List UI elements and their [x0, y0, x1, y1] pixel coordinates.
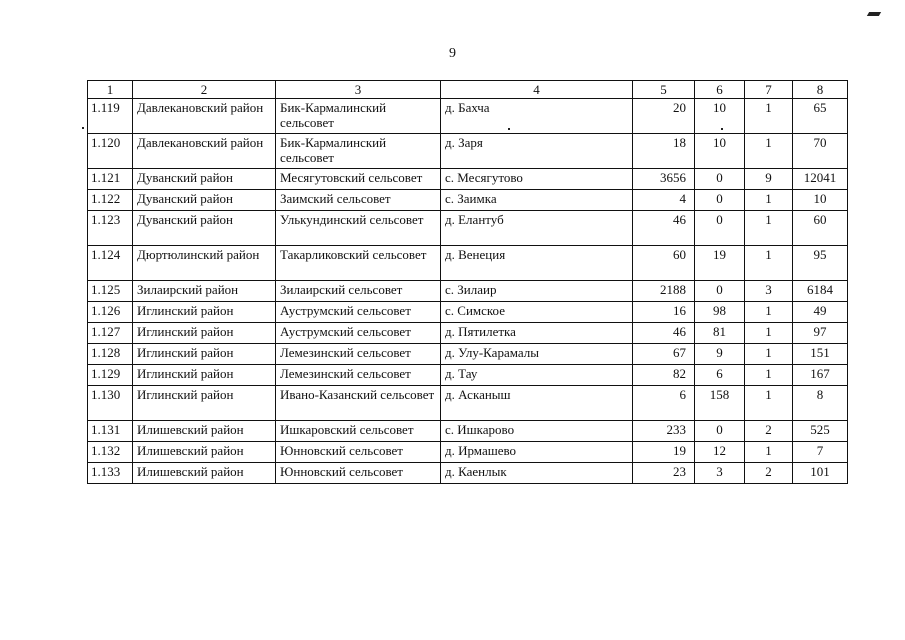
district-cell: Иглинский район	[133, 302, 276, 323]
col5-cell: 6	[633, 386, 695, 421]
col6-cell: 0	[695, 169, 745, 190]
col7-cell: 1	[745, 302, 793, 323]
col6-cell: 12	[695, 442, 745, 463]
header-cell: 8	[793, 81, 848, 99]
col8-cell: 101	[793, 463, 848, 484]
col5-cell: 18	[633, 134, 695, 169]
settlement-cell: д. Тау	[441, 365, 633, 386]
col8-cell: 49	[793, 302, 848, 323]
table-row	[88, 365, 848, 386]
header-cell: 5	[633, 81, 695, 99]
row-number-cell: 1.123	[88, 211, 133, 246]
col8-cell: 12041	[793, 169, 848, 190]
header-cell: 6	[695, 81, 745, 99]
col8-cell: 70	[793, 134, 848, 169]
settlement-cell: д. Бахча	[441, 99, 633, 134]
col7-cell: 1	[745, 344, 793, 365]
col8-cell: 95	[793, 246, 848, 281]
council-cell: Улькундинский сельсовет	[276, 211, 441, 246]
council-cell: Месягутовский сельсовет	[276, 169, 441, 190]
col6-cell: 6	[695, 365, 745, 386]
settlement-cell: д. Ирмашево	[441, 442, 633, 463]
col6-cell: 98	[695, 302, 745, 323]
settlement-cell: с. Зилаир	[441, 281, 633, 302]
page-number: 9	[449, 46, 456, 61]
table-row	[88, 344, 848, 365]
table-header-row	[88, 81, 848, 99]
col7-cell: 2	[745, 421, 793, 442]
col7-cell: 1	[745, 211, 793, 246]
table-row	[88, 386, 848, 421]
header-cell: 1	[88, 81, 133, 99]
col5-cell: 16	[633, 302, 695, 323]
settlements-table	[87, 80, 848, 484]
settlement-cell: с. Заимка	[441, 190, 633, 211]
col6-cell: 9	[695, 344, 745, 365]
district-cell: Давлекановский район	[133, 99, 276, 134]
row-number-cell: 1.119	[88, 99, 133, 134]
settlement-cell: д. Улу-Карамалы	[441, 344, 633, 365]
district-cell: Дуванский район	[133, 190, 276, 211]
col5-cell: 4	[633, 190, 695, 211]
col7-cell: 9	[745, 169, 793, 190]
col7-cell: 2	[745, 463, 793, 484]
council-cell: Зилаирский сельсовет	[276, 281, 441, 302]
district-cell: Дуванский район	[133, 211, 276, 246]
table-row	[88, 323, 848, 344]
col5-cell: 46	[633, 211, 695, 246]
district-cell: Иглинский район	[133, 386, 276, 421]
col7-cell: 1	[745, 190, 793, 211]
row-number-cell: 1.125	[88, 281, 133, 302]
council-cell: Бик-Кармалинский сельсовет	[276, 134, 441, 169]
row-number-cell: 1.133	[88, 463, 133, 484]
col5-cell: 67	[633, 344, 695, 365]
col6-cell: 19	[695, 246, 745, 281]
col8-cell: 525	[793, 421, 848, 442]
table-row	[88, 463, 848, 484]
settlement-cell: с. Симское	[441, 302, 633, 323]
col7-cell: 1	[745, 99, 793, 134]
table-row	[88, 190, 848, 211]
col7-cell: 1	[745, 246, 793, 281]
col7-cell: 1	[745, 365, 793, 386]
table-row	[88, 134, 848, 169]
row-number-cell: 1.128	[88, 344, 133, 365]
header-cell: 3	[276, 81, 441, 99]
col7-cell: 1	[745, 323, 793, 344]
col6-cell: 0	[695, 211, 745, 246]
table-row	[88, 246, 848, 281]
council-cell: Лемезинский сельсовет	[276, 344, 441, 365]
settlement-cell: с. Месягутово	[441, 169, 633, 190]
council-cell: Заимский сельсовет	[276, 190, 441, 211]
settlement-cell: д. Венеция	[441, 246, 633, 281]
col8-cell: 7	[793, 442, 848, 463]
council-cell: Лемезинский сельсовет	[276, 365, 441, 386]
col8-cell: 167	[793, 365, 848, 386]
col5-cell: 2188	[633, 281, 695, 302]
row-number-cell: 1.121	[88, 169, 133, 190]
table-row	[88, 99, 848, 134]
row-number-cell: 1.129	[88, 365, 133, 386]
district-cell: Дуванский район	[133, 169, 276, 190]
scan-corner-mark	[867, 12, 881, 16]
settlement-cell: д. Асканыш	[441, 386, 633, 421]
district-cell: Иглинский район	[133, 365, 276, 386]
header-cell: 2	[133, 81, 276, 99]
scan-speck	[508, 128, 510, 130]
district-cell: Иглинский район	[133, 323, 276, 344]
col6-cell: 0	[695, 421, 745, 442]
row-number-cell: 1.130	[88, 386, 133, 421]
col8-cell: 97	[793, 323, 848, 344]
council-cell: Такарликовский сельсовет	[276, 246, 441, 281]
table-row	[88, 211, 848, 246]
col5-cell: 3656	[633, 169, 695, 190]
settlement-cell: д. Пятилетка	[441, 323, 633, 344]
district-cell: Зилаирский район	[133, 281, 276, 302]
council-cell: Юнновский сельсовет	[276, 463, 441, 484]
district-cell: Иглинский район	[133, 344, 276, 365]
col8-cell: 60	[793, 211, 848, 246]
col6-cell: 0	[695, 190, 745, 211]
col5-cell: 19	[633, 442, 695, 463]
district-cell: Илишевский район	[133, 463, 276, 484]
council-cell: Юнновский сельсовет	[276, 442, 441, 463]
col8-cell: 10	[793, 190, 848, 211]
row-number-cell: 1.124	[88, 246, 133, 281]
council-cell: Ишкаровский сельсовет	[276, 421, 441, 442]
col6-cell: 158	[695, 386, 745, 421]
council-cell: Бик-Кармалинский сельсовет	[276, 99, 441, 134]
table-row	[88, 442, 848, 463]
row-number-cell: 1.131	[88, 421, 133, 442]
header-cell: 7	[745, 81, 793, 99]
district-cell: Илишевский район	[133, 421, 276, 442]
district-cell: Илишевский район	[133, 442, 276, 463]
district-cell: Дюртюлинский район	[133, 246, 276, 281]
col6-cell: 0	[695, 281, 745, 302]
col5-cell: 82	[633, 365, 695, 386]
col7-cell: 3	[745, 281, 793, 302]
col7-cell: 1	[745, 134, 793, 169]
settlement-cell: д. Елантуб	[441, 211, 633, 246]
col8-cell: 6184	[793, 281, 848, 302]
col6-cell: 10	[695, 134, 745, 169]
col7-cell: 1	[745, 442, 793, 463]
settlement-cell: д. Каенлык	[441, 463, 633, 484]
row-number-cell: 1.120	[88, 134, 133, 169]
col6-cell: 81	[695, 323, 745, 344]
settlement-cell: с. Ишкарово	[441, 421, 633, 442]
col8-cell: 65	[793, 99, 848, 134]
settlement-cell: д. Заря	[441, 134, 633, 169]
district-cell: Давлекановский район	[133, 134, 276, 169]
scan-speck	[82, 127, 84, 129]
col5-cell: 46	[633, 323, 695, 344]
header-cell: 4	[441, 81, 633, 99]
council-cell: Ивано-Казанский сельсовет	[276, 386, 441, 421]
col5-cell: 233	[633, 421, 695, 442]
row-number-cell: 1.132	[88, 442, 133, 463]
col5-cell: 60	[633, 246, 695, 281]
table-row	[88, 302, 848, 323]
scan-speck	[721, 128, 723, 130]
row-number-cell: 1.122	[88, 190, 133, 211]
col6-cell: 10	[695, 99, 745, 134]
row-number-cell: 1.126	[88, 302, 133, 323]
row-number-cell: 1.127	[88, 323, 133, 344]
council-cell: Ауструмский сельсовет	[276, 323, 441, 344]
table-row	[88, 281, 848, 302]
col6-cell: 3	[695, 463, 745, 484]
table-row	[88, 169, 848, 190]
col5-cell: 23	[633, 463, 695, 484]
col7-cell: 1	[745, 386, 793, 421]
col8-cell: 8	[793, 386, 848, 421]
council-cell: Ауструмский сельсовет	[276, 302, 441, 323]
col5-cell: 20	[633, 99, 695, 134]
table-row	[88, 421, 848, 442]
col8-cell: 151	[793, 344, 848, 365]
